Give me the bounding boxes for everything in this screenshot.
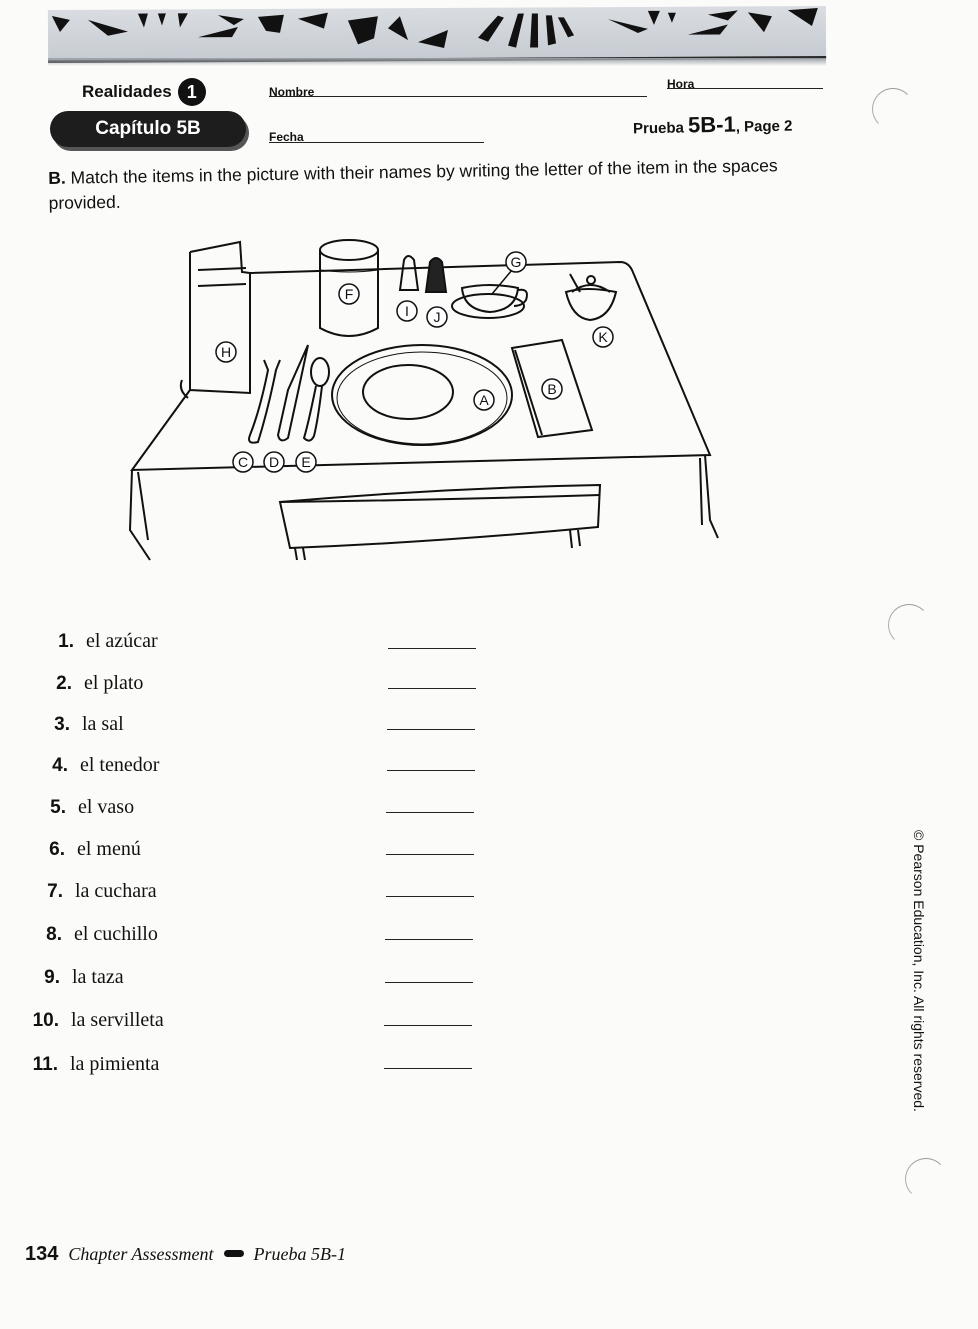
pepper-shaker-icon	[426, 258, 446, 292]
sugar-bowl-icon	[566, 274, 616, 320]
footer-separator-icon	[224, 1250, 244, 1257]
question-text: el plato	[84, 672, 144, 694]
svg-text:E: E	[301, 454, 311, 470]
answer-blank[interactable]	[387, 729, 475, 730]
letter-callouts	[216, 252, 613, 472]
question-row	[26, 754, 159, 777]
answer-blank[interactable]	[388, 648, 476, 649]
question-number: 7.	[47, 881, 63, 902]
answer-blank[interactable]	[388, 688, 476, 689]
callout-e	[296, 452, 316, 472]
callout-c	[233, 452, 253, 472]
chair-icon	[280, 485, 600, 560]
question-row	[30, 672, 143, 695]
question-row	[16, 1053, 159, 1076]
footer-left-text: Chapter Assessment	[68, 1244, 214, 1264]
spoon-icon	[304, 358, 329, 441]
callout-a	[474, 390, 494, 410]
svg-text:K: K	[598, 329, 608, 345]
quiz-title-suffix: , Page 2	[735, 117, 793, 136]
svg-text:B: B	[547, 381, 557, 397]
quiz-title-prefix: Prueba	[632, 119, 685, 138]
question-number: 1.	[58, 631, 74, 652]
nombre-field[interactable]	[269, 96, 647, 97]
hora-label: Hora	[667, 77, 695, 91]
series-title	[82, 78, 206, 106]
question-text: el vaso	[78, 796, 135, 818]
callout-i	[397, 301, 417, 321]
callout-j	[427, 307, 447, 327]
question-row	[18, 966, 124, 989]
chapter-badge: Capítulo 5B	[50, 111, 246, 147]
svg-text:J: J	[433, 309, 441, 325]
page-footer	[25, 1243, 346, 1266]
question-row	[21, 880, 157, 903]
section-letter: B.	[48, 167, 66, 188]
cup-icon	[452, 270, 527, 318]
question-number: 11.	[32, 1054, 58, 1075]
callout-g	[506, 252, 526, 272]
tablecloth-icon	[130, 262, 718, 560]
question-number: 5.	[50, 797, 66, 818]
copyright-notice: © Pearson Education, Inc. All rights reserved.	[911, 830, 927, 1112]
fecha-label: Fecha	[269, 130, 304, 144]
footer-right-text: Prueba 5B-1	[253, 1244, 347, 1264]
quiz-title-code: 5B-1	[687, 111, 736, 138]
fork-icon	[249, 360, 280, 443]
binder-hole-mark	[888, 604, 930, 646]
answer-blank[interactable]	[386, 896, 474, 897]
svg-text:G: G	[510, 254, 522, 270]
question-number: 10.	[32, 1010, 59, 1031]
series-name: Realidades	[82, 82, 172, 101]
question-number: 3.	[54, 714, 70, 735]
question-number: 6.	[49, 839, 65, 860]
question-number: 4.	[52, 755, 68, 776]
papel-picado-pattern-icon	[48, 6, 826, 60]
callout-f	[339, 284, 359, 304]
question-number: 8.	[46, 924, 62, 945]
answer-blank[interactable]	[386, 812, 474, 813]
question-row	[23, 838, 141, 861]
question-text: la cuchara	[75, 880, 157, 902]
question-text: el tenedor	[80, 754, 160, 776]
salt-shaker-icon	[400, 256, 418, 290]
question-row	[24, 796, 134, 819]
binder-hole-mark	[905, 1158, 947, 1200]
svg-text:A: A	[479, 392, 489, 408]
answer-blank[interactable]	[384, 1068, 472, 1069]
question-text: la pimienta	[70, 1053, 160, 1075]
callout-k	[593, 327, 613, 347]
answer-blank[interactable]	[386, 854, 474, 855]
quiz-title	[633, 111, 793, 140]
banner-shadow	[48, 58, 826, 66]
fecha-field[interactable]	[269, 142, 484, 143]
svg-text:D: D	[268, 454, 280, 470]
question-row	[28, 713, 124, 736]
menu-icon	[181, 242, 250, 398]
hora-field[interactable]	[667, 88, 823, 89]
question-row	[20, 923, 158, 946]
svg-text:F: F	[344, 286, 354, 302]
question-row	[17, 1009, 164, 1032]
callout-b	[542, 379, 562, 399]
callout-h	[216, 342, 236, 362]
question-number: 9.	[44, 967, 60, 988]
answer-blank[interactable]	[385, 939, 473, 940]
answer-blank[interactable]	[384, 1025, 472, 1026]
svg-text:C: C	[237, 454, 249, 470]
question-text: el cuchillo	[74, 923, 158, 945]
table-setting-illustration	[110, 230, 750, 580]
svg-text:I: I	[405, 303, 409, 319]
svg-text:H: H	[220, 344, 232, 360]
decorative-banner	[48, 6, 826, 63]
question-text: la servilleta	[71, 1009, 164, 1031]
question-text: la taza	[72, 966, 124, 988]
question-text: el azúcar	[86, 630, 158, 652]
level-badge: 1	[178, 78, 206, 106]
binder-hole-mark	[872, 88, 914, 130]
callout-d	[264, 452, 284, 472]
answer-blank[interactable]	[385, 982, 473, 983]
question-number: 2.	[56, 673, 72, 694]
nombre-label: Nombre	[269, 85, 315, 99]
page-number: 134	[25, 1243, 59, 1265]
question-text: el menú	[77, 838, 141, 860]
knife-icon	[278, 345, 308, 440]
question-row	[32, 630, 158, 653]
section-instructions	[48, 153, 819, 216]
question-text: la sal	[82, 713, 124, 735]
instructions-text: Match the items in the picture with their names by writing the letter of the item in the spaces provided.	[48, 155, 778, 213]
answer-blank[interactable]	[387, 770, 475, 771]
